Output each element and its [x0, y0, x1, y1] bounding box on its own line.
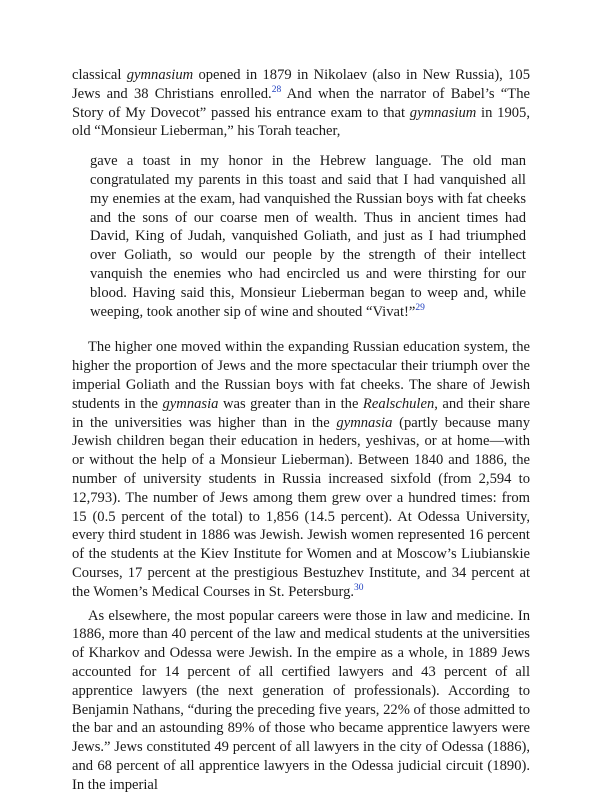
paragraph-careers — [72, 607, 530, 794]
text-run: The higher one moved within the expanding Russian education system, the higher the proportion of Jews and the more spectacular their triumph over the imperial Goliath and the Russian boys with fat cheeks. The share of Jewish students in the — [72, 339, 530, 412]
text-run: was greater than in the — [218, 395, 363, 412]
footnote-ref-28[interactable]: 28 — [271, 84, 282, 95]
text-run: As elsewhere, the most popular careers were those in law and medicine. In 1886, more than 40 percent of the law and medical students at the universities of Kharkov and Odessa were Jewish. In the empire as a whole, in 1889 Jews accounted for 14 percent of all certified lawyers and 43 percent of all apprentice lawyers (the next generation of professionals). According to Benjamin Nathans, “during the preceding five years, 22% of those admitted to the bar and an astounding 89% of those who became apprentice lawyers were Jews.” Jews constituted 49 percent of all lawyers in the city of Odessa (1886), and 68 percent of all apprentice lawyers in the Odessa judicial circuit (1890). In the imperial — [72, 607, 530, 793]
italic-term: gymnasium — [409, 104, 477, 121]
block-quote-text — [90, 152, 526, 321]
text-run: classical — [72, 67, 127, 83]
italic-term: gymnasia — [162, 395, 219, 412]
text-run: gave a toast in my honor in the Hebrew language. The old man congratulated my parents in this toast and said that I had vanquished all my enemies at the exam, had vanquished the Russian boys with fat cheeks and the sons of our coarse men of wealth. Thus in ancient times had David, King of Judah, vanquished Goliath, and just as I had triumphed over Goliath, so would our people by the strength of their intellect vanquish the enemies who had encircled us and were thirsting for our blood. Having said this, Monsieur Lieberman began to weep and, while weeping, took another sip of wine and shouted “Vivat!” — [90, 153, 526, 320]
text-run: And when the narrator of Babel’s “The Story of My Dovecot” passed his entrance exam to that — [72, 85, 530, 121]
text-run: , and their share in the universities was higher than in the — [72, 395, 530, 431]
document-page — [72, 66, 530, 794]
footnote-ref-29[interactable]: 29 — [415, 302, 425, 313]
italic-term: Realschulen — [362, 395, 435, 412]
text-run: opened in 1879 in Nikolaev (also in New Russia), 105 Jews and 38 Christians enrolled. — [72, 67, 530, 102]
italic-term: gymnasium — [126, 67, 194, 83]
text-run: (partly because many Jewish children began their education in heders, yeshivas, or at home—with or without the help of a Monsieur Lieberman). Between 1840 and 1886, the number of university students in Russia increased sixfold (from 2,594 to 12,793). The number of Jews among them grew over a hundred times: from 15 (0.5 percent of the total) to 1,856 (14.5 percent). At Odessa University, every third student in 1886 was Jewish. Jewish women represented 16 percent of the students at the Kiev Institute for Women and at Moscow’s Liubianskie Courses, 17 percent at the prestigious Bestuzhev Institute, and 34 percent at the Women’s Medical Courses in St. Petersburg. — [72, 414, 531, 600]
paragraph-education — [72, 338, 530, 601]
footnote-ref-30[interactable]: 30 — [354, 582, 364, 593]
text-run: in 1905, old “Monsieur Lieberman,” his Torah teacher, — [72, 104, 530, 140]
paragraph-opening — [72, 66, 530, 141]
block-quote — [90, 152, 526, 321]
italic-term: gymnasia — [336, 414, 393, 431]
